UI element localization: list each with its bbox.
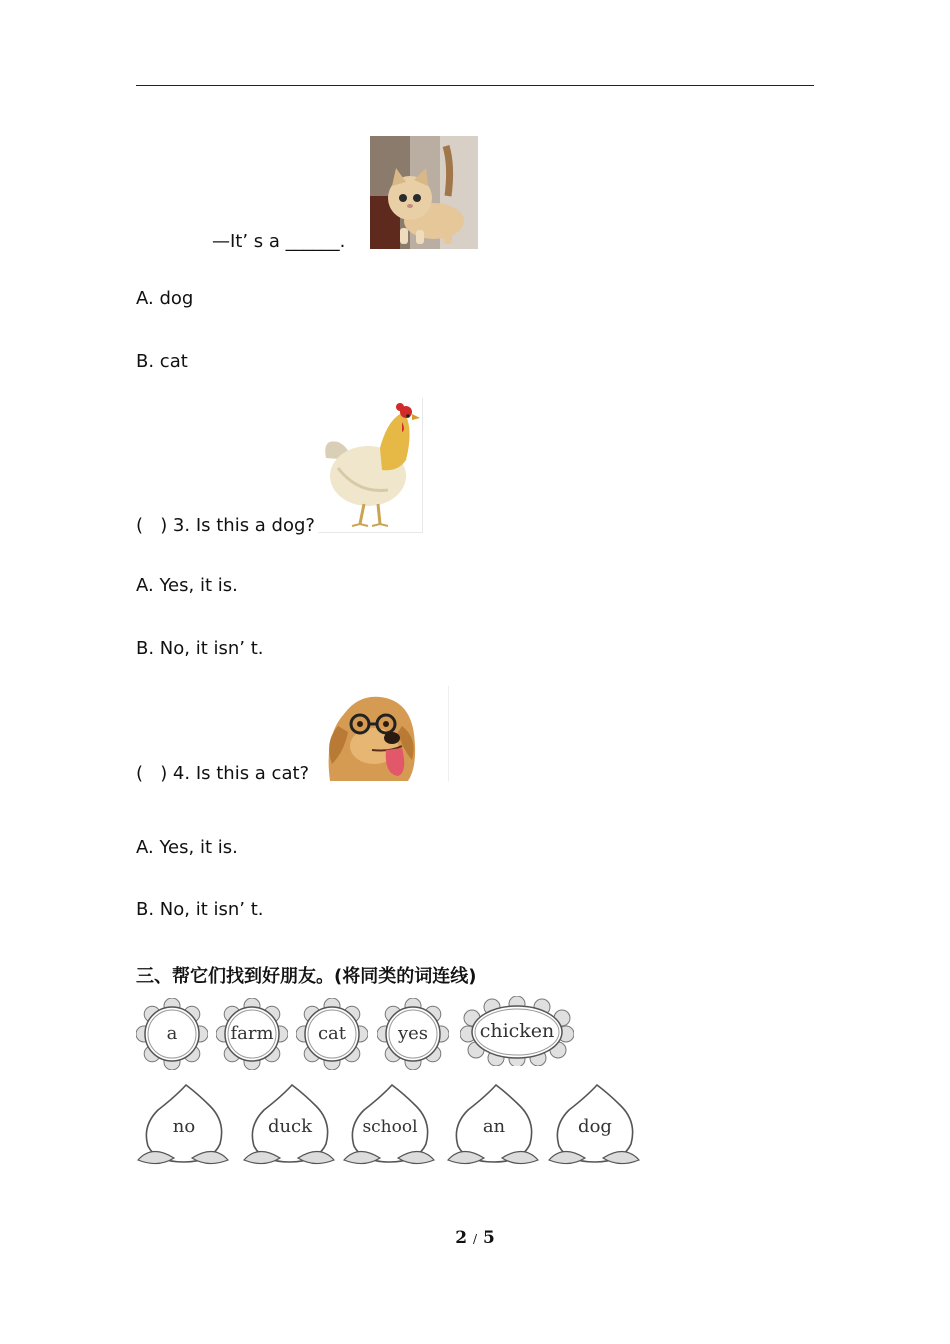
q2-option-b: B. cat [136,351,188,372]
dog-with-glasses-picture [310,686,449,781]
peach-word-dog[interactable] [547,1082,641,1168]
q4-question: ( ) 4. Is this a cat? [136,763,310,784]
flower-word-label: yes [397,1023,429,1044]
peach-word-no[interactable] [136,1082,230,1168]
kitten-picture [370,136,478,249]
flower-word-chicken[interactable] [460,996,574,1066]
q3-option-a: A. Yes, it is. [136,575,238,596]
flower-word-yes[interactable] [377,998,449,1070]
chicken-picture [318,398,423,533]
q2-answer-line: —It’ s a ______. [212,231,346,252]
flower-word-label: cat [317,1023,347,1044]
q4-option-a: A. Yes, it is. [136,837,238,858]
peach-word-label: no [172,1116,196,1137]
header-rule [136,85,814,86]
peach-word-label: an [482,1116,506,1137]
peach-word-label: duck [267,1116,313,1137]
flower-word-a[interactable] [136,998,208,1070]
peach-word-school[interactable] [342,1082,436,1168]
flower-word-label: a [166,1023,178,1044]
page-number [0,1228,950,1248]
q3-option-b: B. No, it isn’ t. [136,638,264,659]
q2-option-a: A. dog [136,288,194,309]
page-current: 2 [455,1228,468,1248]
q3-question: ( ) 3. Is this a dog? [136,515,315,536]
section3-heading: 三、帮它们找到好朋友。(将同类的词连线) [136,966,477,987]
peach-word-label: school [362,1117,418,1137]
flower-word-label: farm [230,1023,274,1044]
q4-option-b: B. No, it isn’ t. [136,899,264,920]
flower-word-label: chicken [479,1020,555,1042]
peach-word-duck[interactable] [242,1082,336,1168]
peach-word-label: dog [578,1116,612,1137]
flower-word-cat[interactable] [296,998,368,1070]
flower-word-farm[interactable] [216,998,288,1070]
peach-word-an[interactable] [446,1082,540,1168]
page-separator: / [472,1232,478,1246]
page-total: 5 [482,1228,495,1248]
